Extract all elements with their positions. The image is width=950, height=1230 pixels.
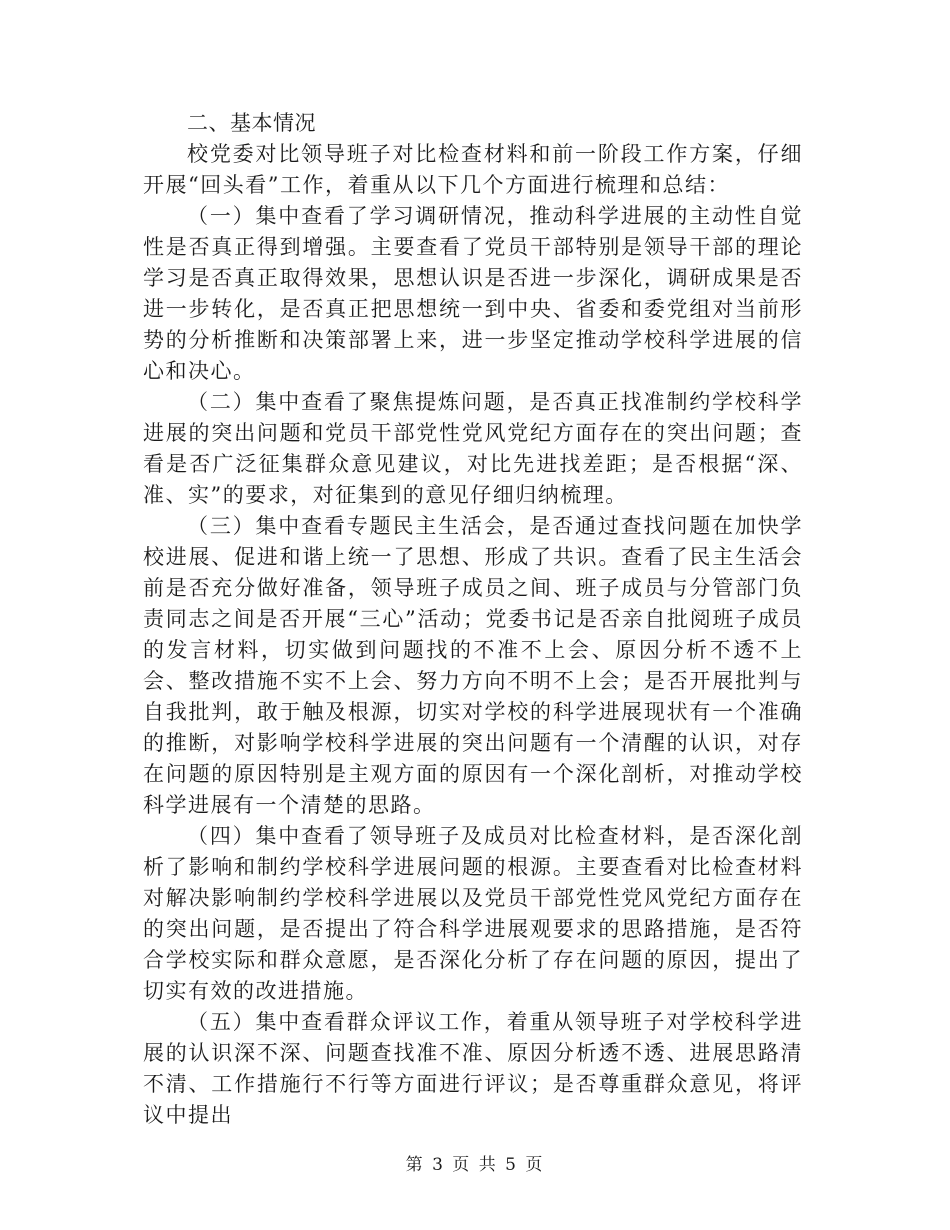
paragraph-intro: 校党委对比领导班子对比检查材料和前一阶段工作方案，仔细开展“回头看”工作，着重从以下几个方面进行梳理和总结： xyxy=(143,142,803,197)
paragraph-item-5: （五）集中查看群众评议工作，着重从领导班子对学校科学进展的认识深不深、问题查找准不准、原因分析透不透、进展思路清不清、工作措施行不行等方面进行评议；是否尊重群众意见，将评议中提出 xyxy=(143,1010,803,1127)
paragraph-item-4: （四）集中查看了领导班子及成员对比检查材料，是否深化剖析了影响和制约学校科学进展问题的根源。主要查看对比检查材料对解决影响制约学校科学进展以及党员干部党性党风党纪方面存在的突出问题，是否提出了符合科学进展观要求的思路措施，是否符合学校实际和群众意愿，是否深化分析了存在问题的原因，提出了切实有效的改进措施。 xyxy=(143,824,803,1003)
section-heading: 二、基本情况 xyxy=(187,111,316,135)
page-number-footer: 第 3 页 共 5 页 xyxy=(405,1155,545,1175)
paragraph-item-1: （一）集中查看了学习调研情况，推动科学进展的主动性自觉性是否真正得到增强。主要查看了党员干部特别是领导干部的理论学习是否真正取得效果，思想认识是否进一步深化，调研成果是否进一步转化，是否真正把思想统一到中央、省委和委党组对当前形势的分析推断和决策部署上来，进一步坚定推动学校科学进展的信心和决心。 xyxy=(143,204,803,383)
paragraph-item-2: （二）集中查看了聚焦提炼问题，是否真正找准制约学校科学进展的突出问题和党员干部党性党风党纪方面存在的突出问题；查看是否广泛征集群众意见建议，对比先进找差距；是否根据“深、准、实”的要求，对征集到的意见仔细归纳梳理。 xyxy=(143,390,803,507)
document-body xyxy=(143,108,803,1131)
paragraph-item-3: （三）集中查看专题民主生活会，是否通过查找问题在加快学校进展、促进和谐上统一了思想、形成了共识。查看了民主生活会前是否充分做好准备，领导班子成员之间、班子成员与分管部门负责同志之间是否开展“三心”活动；党委书记是否亲自批阅班子成员的发言材料，切实做到问题找的不准不上会、原因分析不透不上会、整改措施不实不上会、努力方向不明不上会；是否开展批判与自我批判，敢于触及根源，切实对学校的科学进展现状有一个准确的推断，对影响学校科学进展的突出问题有一个清醒的认识，对存在问题的原因特别是主观方面的原因有一个深化剖析，对推动学校科学进展有一个清楚的思路。 xyxy=(143,514,803,817)
